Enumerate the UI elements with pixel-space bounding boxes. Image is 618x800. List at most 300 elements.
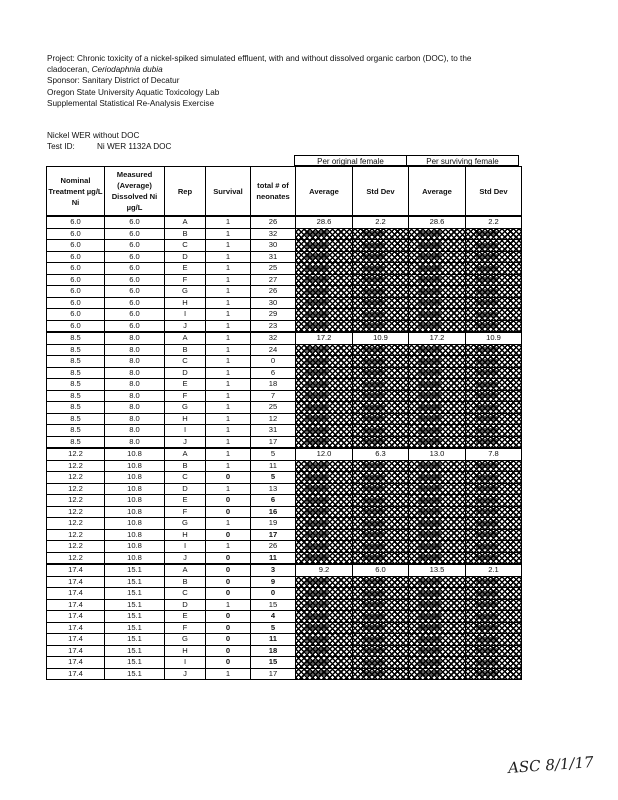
cell-measured: 10.8 [105, 506, 165, 518]
cell-measured: 8.0 [105, 367, 165, 379]
redacted-cell [353, 263, 409, 275]
cell-survival: 0 [206, 564, 251, 576]
redacted-cell [466, 460, 522, 472]
cell-survival: 1 [206, 286, 251, 298]
cell-measured: 15.1 [105, 611, 165, 623]
cell-nominal: 8.5 [47, 390, 105, 402]
cell-measured: 15.1 [105, 599, 165, 611]
cell-survival: 0 [206, 645, 251, 657]
redacted-cell [353, 472, 409, 484]
cell-survival: 1 [206, 402, 251, 414]
table-row [47, 506, 522, 518]
redacted-cell [409, 425, 466, 437]
redacted-cell [409, 506, 466, 518]
redacted-cell [353, 320, 409, 332]
cell-neonates: 17 [251, 436, 296, 448]
cell-rep: G [165, 286, 206, 298]
redacted-cell [466, 576, 522, 588]
cell-neonates: 6 [251, 495, 296, 507]
stat-avg1: 17.2 [296, 332, 353, 344]
table-row [47, 448, 522, 460]
redacted-cell [353, 645, 409, 657]
redacted-cell [296, 390, 353, 402]
cell-survival: 1 [206, 332, 251, 344]
redacted-cell [296, 645, 353, 657]
redacted-cell [296, 425, 353, 437]
cell-measured: 8.0 [105, 436, 165, 448]
redacted-cell [353, 483, 409, 495]
table-row [47, 622, 522, 634]
cell-rep: C [165, 472, 206, 484]
cell-survival: 1 [206, 413, 251, 425]
signature: ASC 8/1/17 [507, 753, 595, 777]
cell-rep: B [165, 460, 206, 472]
redacted-cell [466, 645, 522, 657]
redacted-cell [296, 518, 353, 530]
cell-rep: G [165, 518, 206, 530]
redacted-cell [296, 657, 353, 669]
stat-avg1: 12.0 [296, 448, 353, 460]
redacted-cell [296, 356, 353, 368]
table-row [47, 309, 522, 321]
cell-measured: 8.0 [105, 332, 165, 344]
redacted-cell [353, 402, 409, 414]
cell-nominal: 8.5 [47, 344, 105, 356]
cell-survival: 1 [206, 518, 251, 530]
redacted-cell [353, 390, 409, 402]
cell-neonates: 5 [251, 472, 296, 484]
redacted-cell [409, 460, 466, 472]
redacted-cell [409, 320, 466, 332]
redacted-cell [409, 599, 466, 611]
table-row [47, 472, 522, 484]
redacted-cell [409, 309, 466, 321]
cell-rep: C [165, 588, 206, 600]
cell-survival: 0 [206, 552, 251, 564]
col-rep: Rep [165, 167, 206, 217]
redacted-cell [409, 251, 466, 263]
redacted-cell [466, 495, 522, 507]
redacted-cell [466, 483, 522, 495]
cell-neonates: 17 [251, 668, 296, 680]
cell-nominal: 8.5 [47, 425, 105, 437]
cell-nominal: 17.4 [47, 611, 105, 623]
cell-neonates: 13 [251, 483, 296, 495]
cell-rep: B [165, 576, 206, 588]
redacted-cell [466, 228, 522, 240]
redacted-cell [353, 668, 409, 680]
cell-neonates: 29 [251, 309, 296, 321]
redacted-cell [466, 634, 522, 646]
cell-survival: 1 [206, 228, 251, 240]
cell-neonates: 32 [251, 332, 296, 344]
cell-survival: 0 [206, 506, 251, 518]
stat-sd1: 10.9 [353, 332, 409, 344]
cell-nominal: 8.5 [47, 356, 105, 368]
redacted-cell [353, 495, 409, 507]
cell-nominal: 8.5 [47, 413, 105, 425]
cell-neonates: 9 [251, 576, 296, 588]
cell-neonates: 5 [251, 622, 296, 634]
cell-nominal: 6.0 [47, 297, 105, 309]
cell-rep: B [165, 344, 206, 356]
cell-nominal: 12.2 [47, 518, 105, 530]
cell-neonates: 11 [251, 552, 296, 564]
redacted-cell [353, 228, 409, 240]
cell-survival: 1 [206, 379, 251, 391]
redacted-cell [296, 320, 353, 332]
cell-measured: 6.0 [105, 228, 165, 240]
cell-neonates: 11 [251, 634, 296, 646]
redacted-cell [409, 240, 466, 252]
redacted-cell [296, 274, 353, 286]
table-row [47, 344, 522, 356]
table-row [47, 356, 522, 368]
cell-nominal: 12.2 [47, 448, 105, 460]
cell-rep: F [165, 506, 206, 518]
cell-neonates: 30 [251, 297, 296, 309]
redacted-cell [466, 541, 522, 553]
redacted-cell [409, 390, 466, 402]
cell-nominal: 17.4 [47, 576, 105, 588]
results-body [47, 216, 522, 680]
cell-neonates: 5 [251, 448, 296, 460]
cell-rep: F [165, 274, 206, 286]
redacted-cell [353, 576, 409, 588]
redacted-cell [409, 263, 466, 275]
cell-survival: 1 [206, 274, 251, 286]
cell-neonates: 19 [251, 518, 296, 530]
sponsor-line: Sponsor: Sanitary District of Decatur [47, 76, 180, 86]
cell-measured: 15.1 [105, 645, 165, 657]
cell-nominal: 6.0 [47, 240, 105, 252]
redacted-cell [466, 472, 522, 484]
redacted-cell [409, 436, 466, 448]
redacted-cell [466, 320, 522, 332]
redacted-cell [409, 495, 466, 507]
redacted-cell [409, 657, 466, 669]
cell-measured: 8.0 [105, 390, 165, 402]
stat-sd2: 7.8 [466, 448, 522, 460]
redacted-cell [409, 274, 466, 286]
table-row [47, 390, 522, 402]
redacted-cell [409, 344, 466, 356]
cell-measured: 10.8 [105, 460, 165, 472]
redacted-cell [296, 611, 353, 623]
table-row [47, 668, 522, 680]
table-row [47, 240, 522, 252]
cell-measured: 15.1 [105, 668, 165, 680]
cell-survival: 0 [206, 529, 251, 541]
cell-survival: 1 [206, 367, 251, 379]
redacted-cell [353, 541, 409, 553]
table-row [47, 529, 522, 541]
cell-nominal: 17.4 [47, 622, 105, 634]
stat-avg2: 28.6 [409, 216, 466, 228]
cell-rep: H [165, 645, 206, 657]
col-sd-surviving: Std Dev [466, 167, 522, 217]
redacted-cell [466, 552, 522, 564]
cell-neonates: 26 [251, 541, 296, 553]
redacted-cell [353, 286, 409, 298]
cell-measured: 10.8 [105, 541, 165, 553]
redacted-cell [466, 529, 522, 541]
cell-measured: 6.0 [105, 286, 165, 298]
cell-measured: 10.8 [105, 448, 165, 460]
redacted-cell [409, 518, 466, 530]
cell-nominal: 12.2 [47, 495, 105, 507]
redacted-cell [466, 588, 522, 600]
cell-rep: J [165, 552, 206, 564]
redacted-cell [409, 588, 466, 600]
table-row [47, 286, 522, 298]
cell-nominal: 12.2 [47, 529, 105, 541]
redacted-cell [296, 240, 353, 252]
cell-measured: 6.0 [105, 251, 165, 263]
redacted-cell [353, 309, 409, 321]
col-nominal: Nominal Treatment µg/L Ni [47, 167, 105, 217]
cell-nominal: 8.5 [47, 332, 105, 344]
cell-survival: 0 [206, 495, 251, 507]
table-row [47, 564, 522, 576]
cell-rep: C [165, 240, 206, 252]
table-row [47, 216, 522, 228]
table-row [47, 274, 522, 286]
redacted-cell [466, 379, 522, 391]
cell-rep: D [165, 483, 206, 495]
redacted-cell [296, 297, 353, 309]
cell-measured: 10.8 [105, 483, 165, 495]
redacted-cell [353, 274, 409, 286]
cell-rep: I [165, 657, 206, 669]
redacted-cell [409, 634, 466, 646]
redacted-cell [353, 599, 409, 611]
cell-rep: A [165, 448, 206, 460]
redacted-cell [353, 506, 409, 518]
redacted-cell [296, 460, 353, 472]
cell-measured: 15.1 [105, 634, 165, 646]
cell-survival: 1 [206, 356, 251, 368]
cell-nominal: 8.5 [47, 402, 105, 414]
col-avg-surviving: Average [409, 167, 466, 217]
cell-nominal: 8.5 [47, 436, 105, 448]
stat-sd1: 2.2 [353, 216, 409, 228]
redacted-cell [353, 379, 409, 391]
redacted-cell [296, 588, 353, 600]
redacted-cell [466, 286, 522, 298]
test-name: Nickel WER without DOC [47, 131, 140, 140]
cell-measured: 6.0 [105, 263, 165, 275]
redacted-cell [409, 622, 466, 634]
cell-neonates: 31 [251, 425, 296, 437]
redacted-cell [296, 622, 353, 634]
group-header-surviving: Per surviving female [406, 155, 519, 166]
cell-nominal: 8.5 [47, 379, 105, 391]
cell-rep: A [165, 332, 206, 344]
cell-measured: 6.0 [105, 309, 165, 321]
cell-neonates: 11 [251, 460, 296, 472]
cell-rep: A [165, 216, 206, 228]
redacted-cell [466, 251, 522, 263]
cell-measured: 6.0 [105, 297, 165, 309]
table-row [47, 332, 522, 344]
redacted-cell [466, 436, 522, 448]
redacted-cell [466, 344, 522, 356]
cell-survival: 1 [206, 263, 251, 275]
cell-rep: I [165, 541, 206, 553]
redacted-cell [409, 541, 466, 553]
redacted-cell [409, 611, 466, 623]
redacted-cell [353, 436, 409, 448]
cell-rep: E [165, 611, 206, 623]
redacted-cell [409, 668, 466, 680]
cell-survival: 1 [206, 344, 251, 356]
cell-survival: 1 [206, 425, 251, 437]
cell-nominal: 6.0 [47, 286, 105, 298]
table-row [47, 460, 522, 472]
cell-survival: 1 [206, 216, 251, 228]
stat-avg2: 13.0 [409, 448, 466, 460]
cell-rep: H [165, 529, 206, 541]
redacted-cell [296, 529, 353, 541]
cell-neonates: 27 [251, 274, 296, 286]
cell-survival: 1 [206, 240, 251, 252]
stat-avg1: 28.6 [296, 216, 353, 228]
cell-rep: G [165, 634, 206, 646]
table-row [47, 436, 522, 448]
cell-survival: 1 [206, 297, 251, 309]
cell-rep: F [165, 390, 206, 402]
redacted-cell [296, 506, 353, 518]
table-row [47, 657, 522, 669]
table-row [47, 413, 522, 425]
cell-rep: J [165, 668, 206, 680]
lab-line: Oregon State University Aquatic Toxicology Lab [47, 87, 220, 97]
cell-neonates: 0 [251, 356, 296, 368]
cell-nominal: 17.4 [47, 588, 105, 600]
cell-rep: F [165, 622, 206, 634]
redacted-cell [296, 344, 353, 356]
cell-nominal: 12.2 [47, 472, 105, 484]
cell-neonates: 15 [251, 657, 296, 669]
cell-neonates: 6 [251, 367, 296, 379]
cell-measured: 10.8 [105, 552, 165, 564]
redacted-cell [409, 402, 466, 414]
redacted-cell [296, 483, 353, 495]
redacted-cell [353, 297, 409, 309]
redacted-cell [466, 240, 522, 252]
cell-neonates: 7 [251, 390, 296, 402]
cell-nominal: 6.0 [47, 320, 105, 332]
cell-nominal: 17.4 [47, 668, 105, 680]
cell-survival: 0 [206, 611, 251, 623]
cell-rep: D [165, 599, 206, 611]
redacted-cell [296, 367, 353, 379]
cell-neonates: 26 [251, 216, 296, 228]
cell-measured: 15.1 [105, 657, 165, 669]
table-row [47, 425, 522, 437]
redacted-cell [296, 634, 353, 646]
redacted-cell [353, 552, 409, 564]
table-row [47, 379, 522, 391]
table-row [47, 483, 522, 495]
redacted-cell [296, 436, 353, 448]
cell-rep: A [165, 564, 206, 576]
cell-rep: J [165, 436, 206, 448]
col-neonates: total # of neonates [251, 167, 296, 217]
table-row [47, 518, 522, 530]
species-line: cladoceran, Ceriodaphnia dubia [47, 65, 163, 75]
cell-measured: 6.0 [105, 274, 165, 286]
cell-neonates: 26 [251, 286, 296, 298]
cell-nominal: 6.0 [47, 274, 105, 286]
redacted-cell [296, 576, 353, 588]
cell-nominal: 6.0 [47, 309, 105, 321]
cell-rep: E [165, 263, 206, 275]
redacted-cell [466, 611, 522, 623]
cell-nominal: 17.4 [47, 564, 105, 576]
stat-sd2: 2.1 [466, 564, 522, 576]
redacted-cell [353, 634, 409, 646]
cell-rep: H [165, 413, 206, 425]
table-row [47, 552, 522, 564]
col-avg-original: Average [296, 167, 353, 217]
redacted-cell [353, 240, 409, 252]
stat-sd1: 6.0 [353, 564, 409, 576]
cell-survival: 0 [206, 588, 251, 600]
redacted-cell [409, 413, 466, 425]
results-table [46, 166, 522, 680]
redacted-cell [353, 413, 409, 425]
table-row [47, 228, 522, 240]
cell-nominal: 8.5 [47, 367, 105, 379]
redacted-cell [466, 402, 522, 414]
cell-measured: 15.1 [105, 564, 165, 576]
redacted-cell [466, 367, 522, 379]
cell-measured: 15.1 [105, 576, 165, 588]
redacted-cell [409, 529, 466, 541]
test-id-label: Test ID: [47, 142, 75, 152]
redacted-cell [353, 251, 409, 263]
redacted-cell [296, 379, 353, 391]
redacted-cell [466, 309, 522, 321]
redacted-cell [409, 472, 466, 484]
redacted-cell [409, 379, 466, 391]
cell-rep: C [165, 356, 206, 368]
cell-neonates: 23 [251, 320, 296, 332]
cell-measured: 8.0 [105, 425, 165, 437]
cell-rep: I [165, 425, 206, 437]
cell-survival: 0 [206, 576, 251, 588]
cell-neonates: 32 [251, 228, 296, 240]
redacted-cell [466, 657, 522, 669]
cell-survival: 1 [206, 599, 251, 611]
redacted-cell [353, 344, 409, 356]
redacted-cell [466, 356, 522, 368]
redacted-cell [466, 274, 522, 286]
cell-survival: 1 [206, 668, 251, 680]
table-row [47, 402, 522, 414]
cell-measured: 8.0 [105, 344, 165, 356]
table-row [47, 263, 522, 275]
cell-measured: 15.1 [105, 622, 165, 634]
redacted-cell [296, 286, 353, 298]
table-row [47, 495, 522, 507]
redacted-cell [296, 251, 353, 263]
cell-neonates: 12 [251, 413, 296, 425]
cell-measured: 10.8 [105, 529, 165, 541]
cell-rep: I [165, 309, 206, 321]
